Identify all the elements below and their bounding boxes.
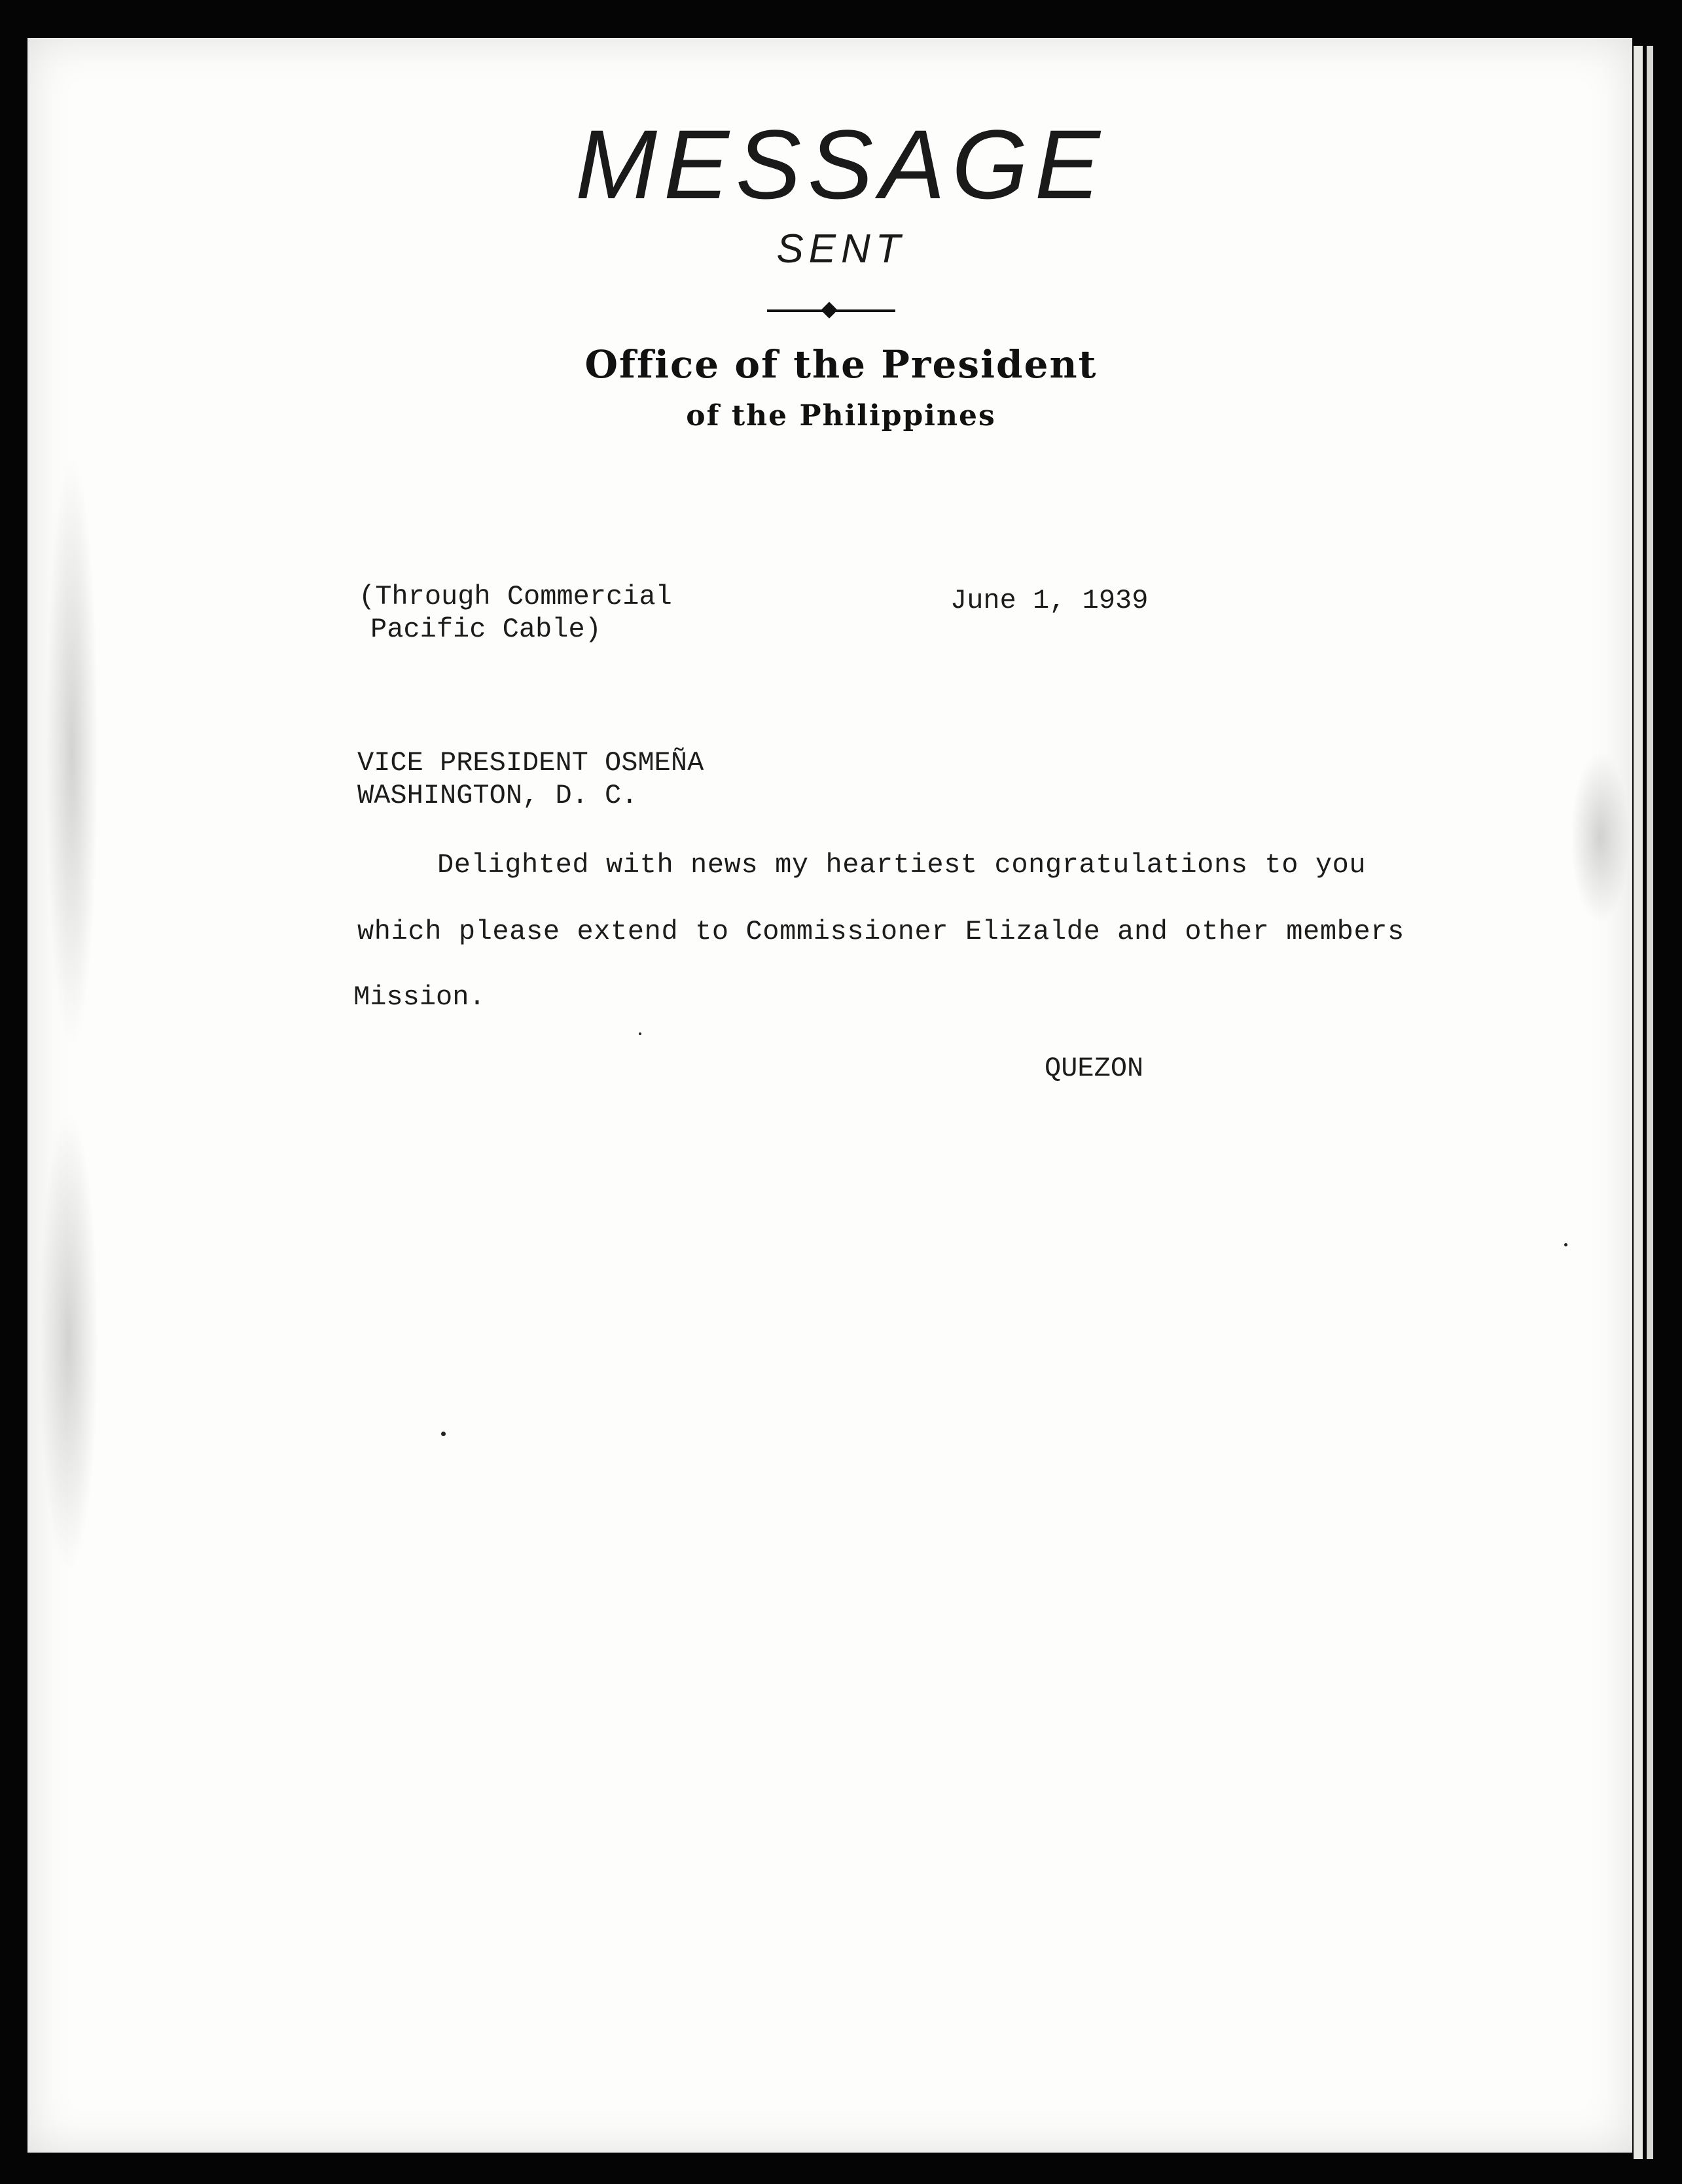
message-date: June 1, 1939 bbox=[950, 585, 1149, 616]
message-body-line-3: Mission. bbox=[353, 981, 486, 1013]
ink-speck bbox=[639, 1032, 641, 1035]
letterhead-title: MESSAGE bbox=[575, 109, 1107, 219]
letterhead-office: Office of the President bbox=[584, 342, 1098, 387]
message-body-line-1: Delighted with news my heartiest congratulations to you bbox=[437, 849, 1367, 881]
letterhead-subtitle: SENT bbox=[776, 226, 906, 272]
addressee-location: WASHINGTON, D. C. bbox=[357, 780, 638, 811]
ink-speck bbox=[1564, 1243, 1567, 1246]
routing-line-1: (Through Commercial bbox=[359, 581, 672, 612]
ink-speck bbox=[441, 1432, 446, 1436]
margin-smudge bbox=[1571, 752, 1630, 923]
letterhead-country: of the Philippines bbox=[686, 399, 996, 432]
message-body-line-2: which please extend to Commissioner Elizalde and other members bbox=[357, 916, 1405, 947]
addressee-name: VICE PRESIDENT OSMEÑA bbox=[357, 747, 704, 779]
margin-smudge bbox=[39, 1112, 98, 1570]
signature: QUEZON bbox=[1045, 1053, 1144, 1084]
routing-line-2: Pacific Cable) bbox=[370, 614, 601, 645]
margin-smudge bbox=[46, 458, 98, 1047]
